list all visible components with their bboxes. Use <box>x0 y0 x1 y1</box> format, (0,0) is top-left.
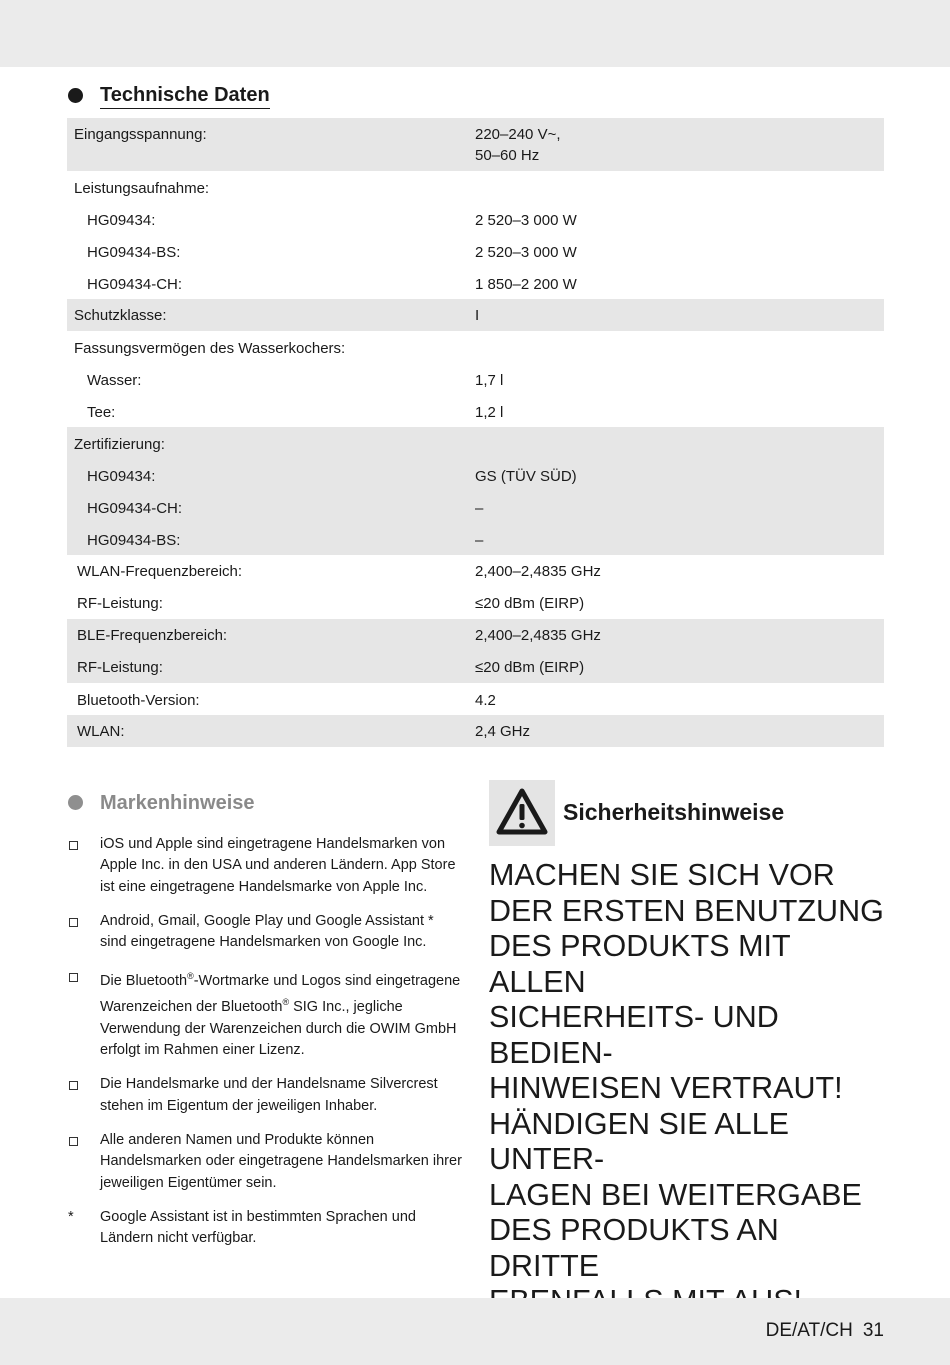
list-item-text <box>100 973 460 1058</box>
checkbox-square-icon <box>69 973 78 982</box>
row-value <box>468 178 884 203</box>
text-part: SIG Inc., jegliche Verwendung der Warenzeichen durch die OWIM GmbH erfolgt im Rahmen einer Lizenz. <box>100 999 457 1059</box>
trademark-section-title: Markenhinweise <box>100 792 255 814</box>
row-label: HG09434: <box>87 468 156 485</box>
table-row <box>67 171 884 203</box>
section-bullet <box>68 795 83 810</box>
text-part: Die Bluetooth <box>100 973 188 990</box>
trademark-list <box>67 834 463 1262</box>
list-item-text: Android, Gmail, Google Play und Google Assistant * sind eingetragene Handelsmarken von Google Inc. <box>100 912 434 951</box>
list-item <box>67 834 463 898</box>
table-row <box>67 491 884 523</box>
row-label: HG09434-BS: <box>87 532 181 549</box>
row-label: Fassungsvermögen des Wasserkochers: <box>74 340 346 357</box>
row-value: 220–240 V~, 50–60 Hz <box>475 126 561 164</box>
page-number: 31 <box>862 1320 884 1341</box>
table-row <box>67 203 884 235</box>
registered-mark: ® <box>187 971 194 982</box>
table-row <box>67 587 884 619</box>
table-row <box>67 331 884 363</box>
row-value: 1 850–2 200 W <box>475 276 577 293</box>
section-bullet <box>68 88 83 103</box>
row-value: – <box>475 532 484 549</box>
table-row <box>67 555 884 587</box>
table-row <box>67 523 884 555</box>
checkbox-square-icon <box>69 841 78 850</box>
safety-warning-text: MACHEN SIE SICH VOR DER ERSTEN BENUTZUNG DES PRODUKTS MIT ALLEN SICHERHEITS- UND BEDIEN- HINWEISEN VERTRAUT! HÄNDIGEN SIE ALLE UNTER- LAGEN BEI WEITERGABE DES PRODUKTS AN DRITTE <box>489 858 884 1283</box>
table-row <box>67 363 884 395</box>
table-row <box>67 683 884 715</box>
row-label: Schutzklasse: <box>74 307 167 324</box>
row-label: BLE-Frequenzbereich: <box>77 627 228 644</box>
table-row <box>67 427 884 459</box>
table-row <box>67 651 884 683</box>
checkbox-square-icon <box>69 1137 78 1146</box>
header-band <box>0 0 950 67</box>
row-label: Wasser: <box>87 372 142 389</box>
region-label: DE/AT/CH <box>765 1320 853 1341</box>
row-value <box>468 338 884 363</box>
table-row <box>67 395 884 427</box>
row-value: GS (TÜV SÜD) <box>475 468 577 485</box>
footnote <box>67 1207 463 1250</box>
row-label: RF-Leistung: <box>77 659 163 676</box>
list-item-text: Alle anderen Namen und Produkte können Handelsmarken oder eingetragene Handelsmarken ihrer jeweiligen Eigentümer sein. <box>100 1131 462 1191</box>
row-value: 1,2 l <box>475 404 504 421</box>
safety-section-title: Sicherheitshinweise <box>563 799 785 825</box>
row-label: Leistungsaufnahme: <box>74 180 210 197</box>
table-row <box>67 118 884 171</box>
row-value: 2,4 GHz <box>475 723 531 740</box>
list-item-text: Die Handelsmarke und der Handelsname Silvercrest stehen im Eigentum der jeweiligen Inhaber. <box>100 1076 438 1114</box>
row-value: 2 520–3 000 W <box>475 212 577 229</box>
list-item <box>67 966 463 1061</box>
table-row <box>67 459 884 491</box>
row-value: 2,400–2,4835 GHz <box>475 627 601 644</box>
row-value: 1,7 l <box>475 372 504 389</box>
row-value: – <box>475 500 484 517</box>
table-row <box>67 235 884 267</box>
row-label: RF-Leistung: <box>77 595 163 612</box>
footnote-marker: * <box>68 1208 74 1225</box>
row-label: Eingangsspannung: <box>74 126 207 143</box>
row-value <box>468 434 884 459</box>
table-row <box>67 619 884 651</box>
row-value: I <box>475 307 480 324</box>
row-label: HG09434: <box>87 212 156 229</box>
row-label: Zertifizierung: <box>74 436 165 453</box>
warning-triangle-icon <box>489 780 555 846</box>
table-row <box>67 267 884 299</box>
page-footer <box>766 1318 884 1344</box>
row-label: WLAN-Frequenzbereich: <box>77 563 243 580</box>
registered-mark: ® <box>282 997 290 1008</box>
row-label: Tee: <box>87 404 116 421</box>
row-value: ≤20 dBm (EIRP) <box>475 595 585 612</box>
row-value: 2,400–2,4835 GHz <box>475 563 601 580</box>
row-value: ≤20 dBm (EIRP) <box>475 659 585 676</box>
row-label: HG09434-BS: <box>87 244 181 261</box>
text-part: -Wortmarke und Logos sind eingetragene Warenzeichen der Bluetooth <box>100 973 461 1016</box>
list-item <box>67 1130 463 1194</box>
row-value: 2 520–3 000 W <box>475 244 577 261</box>
row-label: HG09434-CH: <box>87 276 183 293</box>
tech-data-table <box>67 118 884 747</box>
row-label: Bluetooth-Version: <box>77 692 200 709</box>
tech-section-title: Technische Daten <box>100 84 270 109</box>
list-item <box>67 1074 463 1117</box>
checkbox-square-icon <box>69 918 78 927</box>
list-item-text: iOS und Apple sind eingetragene Handelsmarken von Apple Inc. in den USA und anderen Ländern. App Store ist eine eingetragene Handelsmarke von Apple Inc. <box>100 836 456 895</box>
row-label: HG09434-CH: <box>87 500 183 517</box>
table-row <box>67 715 884 747</box>
row-label: WLAN: <box>77 723 125 740</box>
row-value: 4.2 <box>475 692 496 709</box>
table-row <box>67 299 884 331</box>
checkbox-square-icon <box>69 1081 78 1090</box>
warning-icon-box <box>489 780 555 846</box>
list-item <box>67 911 463 954</box>
footnote-text: Google Assistant ist in bestimmten Sprachen und Ländern nicht verfügbar. <box>100 1208 416 1247</box>
